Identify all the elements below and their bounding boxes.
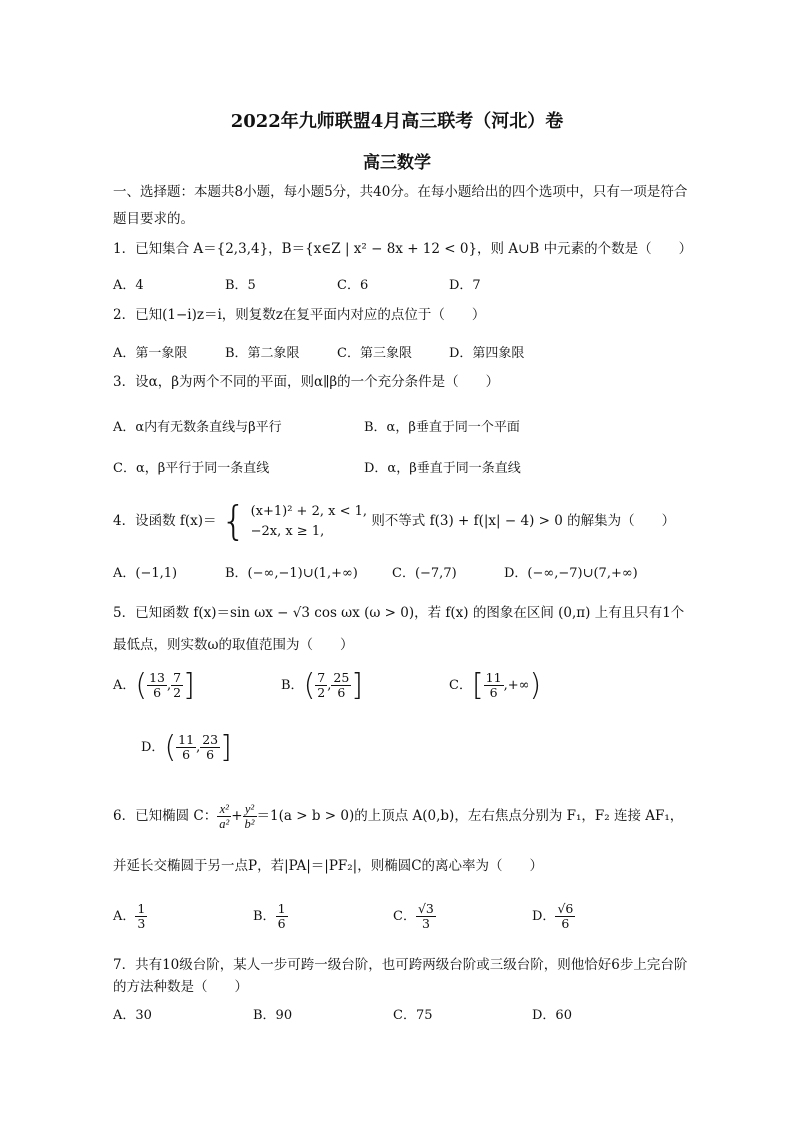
- q7-option-a: A．30: [113, 1008, 152, 1023]
- q4-brace-icon: {: [220, 498, 247, 545]
- q3-option-d: D．α，β垂直于同一条直线: [364, 461, 521, 476]
- exam-title: 2022年九师联盟4月高三联考（河北）卷: [230, 111, 564, 132]
- q4-option-a: A．(−1,1): [113, 566, 178, 581]
- section-instructions-line1: 一、选择题：本题共8小题，每小题5分，共40分。在每小题给出的四个选项中，只有一项是符合: [113, 184, 688, 200]
- q6-option-c: C． $\frac{√3}{3}$: [393, 901, 434, 931]
- q4-cases: [251, 502, 367, 542]
- q4-suffix: 则不等式 f(3) + f(|x| − 4) > 0 的解集为（ ）: [371, 513, 676, 529]
- q6-option-d: D． $\frac{√6}{6}$: [532, 901, 574, 931]
- q4-prefix: 4．设函数 f(x)＝: [113, 513, 217, 529]
- q7-option-b: B．90: [253, 1008, 293, 1023]
- q2-option-b: B．第二象限: [225, 346, 300, 361]
- q4-option-b: B．(−∞,−1)∪(1,+∞): [225, 566, 358, 581]
- q4-option-c: C．(−7,7): [392, 566, 457, 581]
- q6-line2: 并延长交椭圆于另一点P，若|PA|＝|PF₂|，则椭圆C的离心率为（ ）: [113, 858, 544, 874]
- q4-option-d: D．(−∞,−7)∪(7,+∞): [504, 566, 638, 581]
- q1-stem: 1．已知集合 A＝{2,3,4}，B＝{x∈Z | x² − 8x + 12 < 0}，则 A∪B 中元素的个数是（ ）: [113, 241, 693, 257]
- q6-option-b: B． $\frac{1}{6}$: [253, 901, 286, 931]
- q3-option-a: A．α内有无数条直线与β平行: [113, 420, 282, 435]
- q1-option-c: C．6: [337, 278, 369, 293]
- q7-option-c: C．75: [393, 1008, 433, 1023]
- q5-line1: 5．已知函数 f(x)＝sin ωx − √3 cos ωx (ω > 0)，若 f(x) 的图象在区间 (0,π) 上有且只有1个: [113, 605, 685, 621]
- q5-option-a: A．( $\frac{13}{6}$ , $\frac{7}{2}$ ]: [113, 668, 195, 703]
- q5-option-d: D．( $\frac{11}{6}$ , $\frac{23}{6}$ ]: [141, 730, 232, 765]
- q3-option-b: B．α，β垂直于同一个平面: [364, 420, 520, 435]
- q5-option-b: B．( $\frac{7}{2}$ , $\frac{25}{6}$ ]: [281, 668, 363, 703]
- q6-option-a: A． $\frac{1}{3}$: [113, 901, 146, 931]
- q5-option-c: C．[ $\frac{11}{6}$ ,+∞): [449, 668, 542, 703]
- q1-option-a: A．4: [113, 278, 144, 293]
- exam-subject: 高三数学: [363, 153, 431, 173]
- q4-case1: (x+1)² + 2, x < 1,: [250, 503, 368, 519]
- section-instructions-line2: 题目要求的。: [113, 211, 194, 227]
- q7-option-d: D．60: [532, 1008, 572, 1023]
- q5-line2: 最低点，则实数ω的取值范围为（ ）: [113, 637, 354, 653]
- q2-stem: 2．已知(1−i)z＝i，则复数z在复平面内对应的点位于（ ）: [113, 307, 486, 323]
- q2-option-a: A．第一象限: [113, 346, 188, 361]
- q7-line2: 的方法种数是（ ）: [113, 979, 248, 995]
- q3-option-c: C．α，β平行于同一条直线: [113, 461, 270, 476]
- q3-stem: 3．设α，β为两个不同的平面，则α∥β的一个充分条件是（ ）: [113, 374, 500, 390]
- q4-case2: −2x, x ≥ 1,: [250, 523, 325, 539]
- q4-stem: [113, 500, 675, 544]
- q7-line1: 7．共有10级台阶，某人一步可跨一级台阶，也可跨两级台阶或三级台阶，则他恰好6步上完台阶: [113, 957, 688, 973]
- q1-option-d: D．7: [449, 278, 481, 293]
- q2-option-d: D．第四象限: [449, 346, 525, 361]
- q6-line1: 6．已知椭圆 C： $\frac{\text{x²}}{\text{a²}}$ + $\frac{\text{y²}}{\text{b²}}$ ＝1(a > b > 0)的上顶点 A(0,b)，左右焦点分别为 F₁，F₂ 连接 AF₁，: [113, 802, 684, 831]
- q1-option-b: B．5: [225, 278, 256, 293]
- q2-option-c: C．第三象限: [337, 346, 412, 361]
